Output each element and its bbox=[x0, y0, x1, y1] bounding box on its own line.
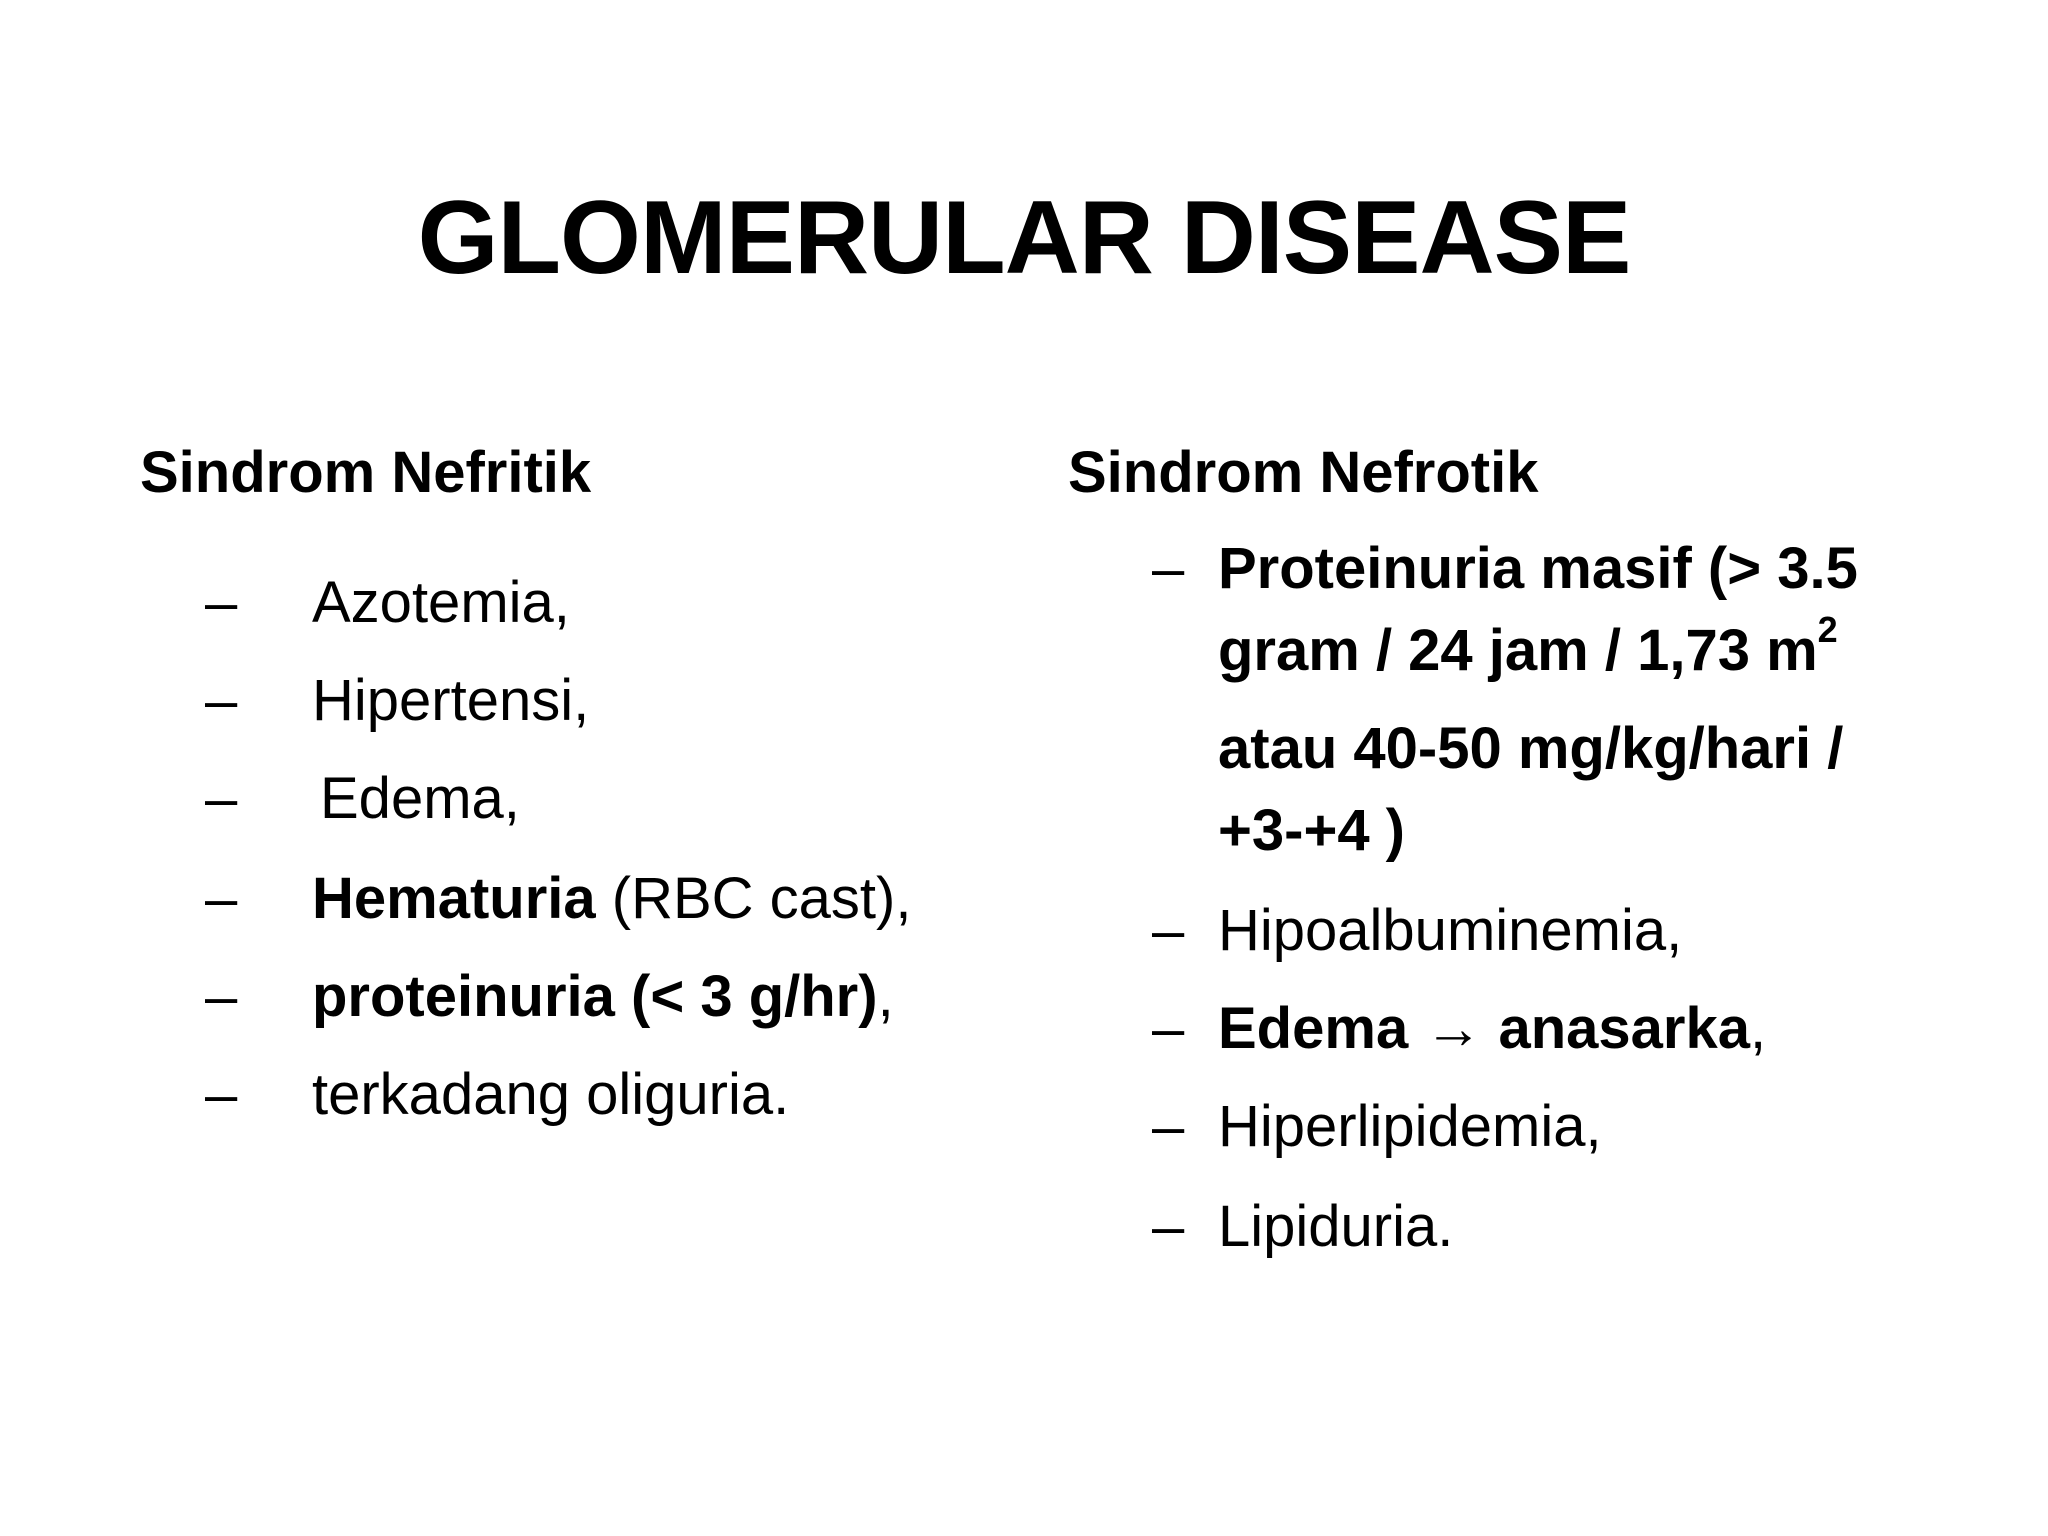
edema-comma: , bbox=[1750, 996, 1767, 1061]
dash-bullet: – bbox=[1152, 1094, 1185, 1159]
dash-bullet: – bbox=[205, 570, 238, 635]
proteinuria-line-3: atau 40-50 mg/kg/hari / bbox=[1218, 716, 1844, 781]
proteinuria-line-4: +3-+4 ) bbox=[1218, 798, 1405, 863]
proteinuria-line-2-text: gram / 24 jam / 1,73 m bbox=[1218, 618, 1818, 683]
dash-bullet: – bbox=[205, 964, 238, 1029]
anasarka-text: anasarka bbox=[1498, 996, 1750, 1061]
list-item: Hipoalbuminemia, bbox=[1218, 898, 1683, 963]
list-item: Hiperlipidemia, bbox=[1218, 1094, 1602, 1159]
dash-bullet: – bbox=[1152, 996, 1185, 1061]
superscript-2: 2 bbox=[1817, 609, 1838, 650]
list-item: Azotemia, bbox=[312, 570, 570, 635]
dash-bullet: – bbox=[205, 866, 238, 931]
list-item: Lipiduria. bbox=[1218, 1194, 1454, 1259]
hematuria-text: Hematuria bbox=[312, 866, 596, 931]
slide-title: GLOMERULAR DISEASE bbox=[417, 180, 1631, 296]
list-item bbox=[1218, 994, 1766, 1064]
proteinuria-comma: , bbox=[877, 964, 894, 1029]
proteinuria-line-2 bbox=[1218, 609, 1838, 686]
dash-bullet: – bbox=[1152, 536, 1185, 601]
nefrotik-heading: Sindrom Nefrotik bbox=[1068, 440, 1539, 505]
proteinuria-text: proteinuria (< 3 g/hr) bbox=[312, 964, 878, 1029]
dash-bullet: – bbox=[205, 766, 238, 831]
list-item bbox=[312, 864, 911, 934]
proteinuria-line-1: Proteinuria masif (> 3.5 bbox=[1218, 536, 1858, 601]
list-item: terkadang oliguria. bbox=[312, 1062, 790, 1127]
edema-text: Edema bbox=[1218, 996, 1409, 1061]
list-item: Hipertensi, bbox=[312, 668, 590, 733]
arrow-right-icon: → bbox=[1424, 996, 1483, 1061]
dash-bullet: – bbox=[205, 1062, 238, 1127]
dash-bullet: – bbox=[205, 668, 238, 733]
nefritik-heading: Sindrom Nefritik bbox=[140, 440, 592, 505]
list-item bbox=[312, 962, 894, 1032]
hematuria-detail: (RBC cast), bbox=[595, 866, 912, 931]
list-item: Edema, bbox=[320, 766, 520, 831]
dash-bullet: – bbox=[1152, 1194, 1185, 1259]
dash-bullet: – bbox=[1152, 898, 1185, 963]
